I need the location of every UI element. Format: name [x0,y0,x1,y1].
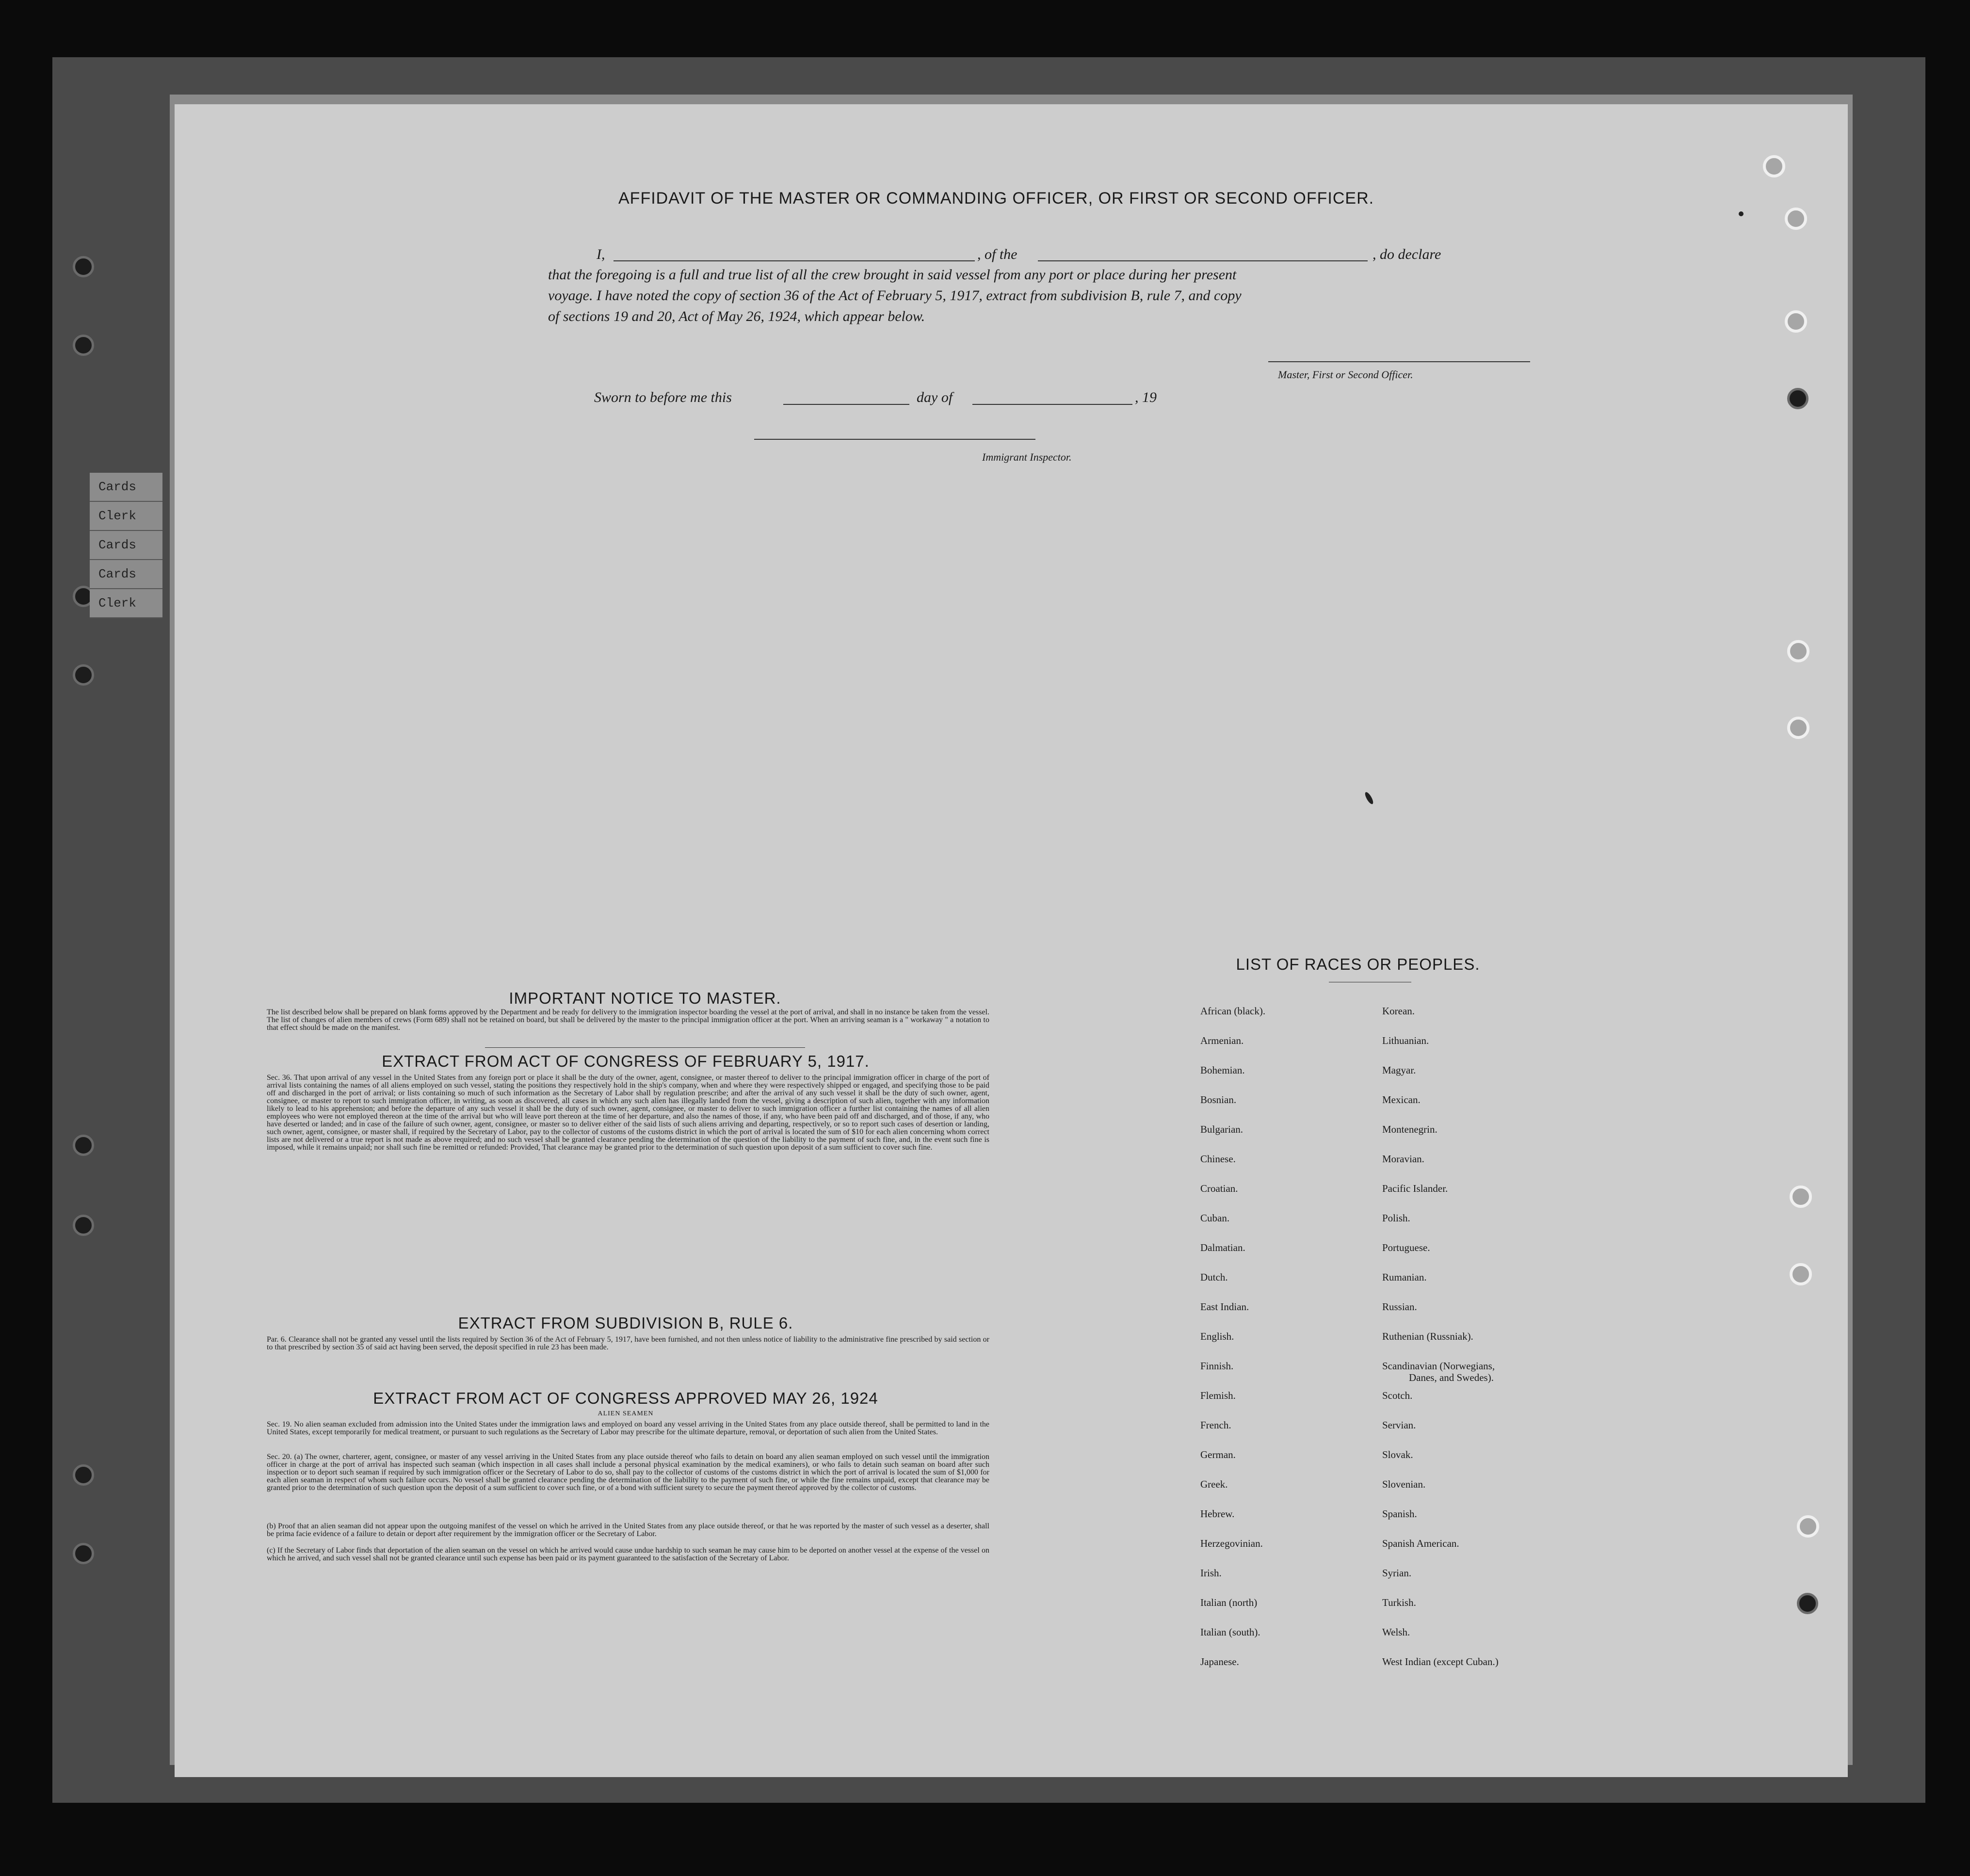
month-blank-line [972,404,1132,405]
race-item: Dutch. [1200,1271,1228,1283]
race-item: Pacific Islander. [1382,1183,1448,1194]
day-blank-line [783,404,909,405]
races-left-column [1200,1005,1265,1685]
tab-label: Cards [90,473,162,502]
race-item: Italian (south). [1200,1626,1260,1638]
race-item-continuation: Danes, and Swedes). [1409,1372,1494,1383]
race-item: Ruthenian (Russniak). [1382,1331,1473,1342]
race-item: Irish. [1200,1567,1222,1579]
race-item: Slovenian. [1382,1478,1426,1490]
race-item: Italian (north) [1200,1597,1258,1608]
race-item: Finnish. [1200,1360,1234,1372]
race-item: Hebrew. [1200,1508,1235,1520]
extract-1924-subtitle: ALIEN SEAMEN [597,1410,654,1417]
race-item: Scotch. [1382,1390,1413,1401]
sec20a-text: Sec. 20. (a) The owner, charterer, agent, consignee, or master of any vessel arriving in the United States from any place outside thereof who fails to detain on board any alien seaman employed on such vessel until the immigration officer in charge at the port of arrival has inspected such seaman (which inspection in all cases shall include a personal physical examination by the medical examiners), or who fails to detain such seaman on board after such inspection or to deport such seaman if required by such immigration officer or the Secretary of Labor to do so, shall pay to the collector of customs of the customs district in which the port of arrival is located the sum of $1,000 for each alien seaman in respect of whom such failure occurs. No vessel shall be granted clearance pending the determination of the liability to the payment of such fine, or while the fine remains unpaid, except that clearance may be granted prior to the determination of such question upon the deposit of a sum sufficient to cover such fine, or of a bond with sufficient surety to secure the payment thereof approved by the collector of customs. [267,1453,989,1492]
affidavit-body-line: of sections 19 and 20, Act of May 26, 1924, which appear below. [548,308,925,324]
affidavit-declare-label: , do declare [1373,246,1441,262]
binder-hole-icon [1797,1593,1818,1614]
race-item: Servian. [1382,1419,1416,1431]
affidavit-of-the-label: , of the [977,246,1017,262]
extract-1917-text: Sec. 36. That upon arrival of any vessel in the United States from any foreign port or place it shall be the duty of the owner, agent, consignee, or master thereof to deliver to the principal immigration officer in charge of the port of arrival lists containing the names of all aliens employed on such vessel, stating the positions they respectively hold in the ship's company, when and where they were respectively shipped or engaged, and specifying those to be paid off and discharged in the port of arrival; or lists containing so much of such information as the Secretary of Labor shall by regulation prescribe; and after the arrival of any such vessel it shall be the duty of such owner, agent, consignee, or master to report to such immigration officer, in writing, as soon as discovered, all cases in which any such alien has illegally landed from the vessel, giving a description of such alien, together with any information likely to lead to his apprehension; and before the departure of any such vessel it shall be the duty of such owner, agent, consignee, or master to deliver to such immigration officer a further list containing the names of all alien employees who were not employed thereon at the time of the arrival but who will leave port thereon at the time of her departure, and also the names of those, if any, who have been paid off and discharged, and of those, if any, who have deserted or landed; and in case of the failure of such owner, agent, consignee, or master so to deliver either of the said lists of such aliens arriving and departing, respectively, or so to report such cases of desertion or landing, such owner, agent, consignee, or master shall, if required by the Secretary of Labor, pay to the collector of customs of the customs district in which the port of arrival is located the sum of $10 for each alien concerning whom correct lists are not delivered or a true report is not made as above required; and no such vessel shall be granted clearance pending the determination of the question of the liability to the payment of such fine, and, in the event such fine is imposed, while it remains unpaid; nor shall such fine be remitted or refunded: Provided, That clearance may be granted prior to the determination of such question upon deposit of a sum sufficient to cover such fine. [267,1074,989,1152]
inspector-signature-line [754,439,1035,440]
extract-1917-title: EXTRACT FROM ACT OF CONGRESS OF FEBRUARY 5, 1917. [382,1052,870,1070]
race-item: African (black). [1200,1005,1266,1017]
tab-label: Cards [90,560,162,589]
race-item: Moravian. [1382,1153,1424,1165]
race-item: Montenegrin. [1382,1123,1437,1135]
binder-hole-icon [73,1543,94,1564]
binder-hole-icon [73,256,94,277]
race-item: Armenian. [1200,1035,1244,1046]
race-item: Welsh. [1382,1626,1410,1638]
binder-hole-icon [1787,640,1809,662]
tab-label: Clerk [90,589,162,618]
binder-hole-icon [73,335,94,356]
race-item: German. [1200,1449,1236,1460]
affidavit-title: AFFIDAVIT OF THE MASTER OR COMMANDING OFFICER, OR FIRST OR SECOND OFFICER. [618,189,1374,208]
race-item: Chinese. [1200,1153,1236,1165]
race-item: Spanish. [1382,1508,1417,1520]
race-item: West Indian (except Cuban.) [1382,1656,1499,1668]
race-item: East Indian. [1200,1301,1249,1313]
races-title: LIST OF RACES OR PEOPLES. [1236,955,1480,973]
tab-label: Clerk [90,502,162,531]
tab-label: Cards [90,531,162,560]
extract-rule6-text: Par. 6. Clearance shall not be granted any vessel until the lists required by Section 36 of the Act of February 5, 1917, have been furnished, and not then unless notice of liability to the administrative fine prescribed by said section or to that prescribed by section 35 of said act having been served, the deposit specified in rule 23 has been made. [267,1335,989,1351]
binder-hole-icon [1785,310,1807,333]
race-item [1382,1360,1499,1390]
sec19-text: Sec. 19. No alien seaman excluded from admission into the United States under the immigration laws and employed on board any vessel arriving in the United States from any place outside thereof, shall be permitted to land in the United States, except temporarily for medical treatment, or pursuant to such regulations as the Secretary of Labor may prescribe for the ultimate departure, removal, or deportation of such alien from the United States. [267,1420,989,1436]
extract-rule6-title: EXTRACT FROM SUBDIVISION B, RULE 6. [458,1314,793,1332]
signature-line [1268,361,1530,362]
race-item: Greek. [1200,1478,1228,1490]
affidavit-i-label: I, [597,246,605,262]
race-item: Spanish American. [1382,1538,1459,1549]
binder-hole-icon [1790,1186,1812,1208]
day-of-label: day of [917,389,953,405]
index-card-tab [90,473,162,618]
race-item: Bulgarian. [1200,1123,1243,1135]
binder-hole-icon [1790,1263,1812,1285]
race-item: Magyar. [1382,1064,1416,1076]
affidavit-sheet [175,104,1848,1777]
race-item: Cuban. [1200,1212,1230,1224]
binder-hole-icon [1787,388,1809,409]
race-item: Japanese. [1200,1656,1239,1668]
extract-1924-title: EXTRACT FROM ACT OF CONGRESS APPROVED MAY 26, 1924 [373,1389,878,1407]
race-item: Turkish. [1382,1597,1416,1608]
vessel-blank-line [1038,260,1368,261]
binder-hole-icon [73,1135,94,1156]
inspector-caption: Immigrant Inspector. [982,451,1072,463]
ink-mark [1739,211,1744,216]
binder-hole-icon [73,1464,94,1486]
binder-hole-icon [1763,155,1785,177]
races-right-column [1382,1005,1499,1685]
race-item: French. [1200,1419,1231,1431]
race-item: Bohemian. [1200,1064,1245,1076]
binder-hole-icon [1787,717,1809,739]
section-divider [485,1047,805,1048]
race-item: Rumanian. [1382,1271,1427,1283]
race-item: Russian. [1382,1301,1417,1313]
affidavit-body-line: voyage. I have noted the copy of section 36 of the Act of February 5, 1917, extract from subdivision B, rule 7, and copy [548,288,1242,304]
race-item: Dalmatian. [1200,1242,1245,1253]
year-label: , 19 [1135,389,1157,405]
binder-hole-icon [1785,208,1807,230]
race-item-text: Scandinavian (Norwegians, [1382,1360,1495,1372]
binder-hole-icon [73,1215,94,1236]
name-blank-line [614,260,975,261]
race-item: Korean. [1382,1005,1415,1017]
sec20c-text: (c) If the Secretary of Labor finds that deportation of the alien seaman on the vessel on which he arrived would cause undue hardship to such seaman he may cause him to be deported on another vessel at the expense of the vessel on which he arrived, and such vessel shall not be granted clearance until such expense has been paid or its payment guaranteed to the satisfaction of the Secretary of Labor. [267,1546,989,1562]
binder-hole-icon [73,664,94,686]
binder-hole-icon [1797,1515,1819,1538]
race-item: Portuguese. [1382,1242,1430,1253]
race-item: Flemish. [1200,1390,1236,1401]
race-item: Croatian. [1200,1183,1238,1194]
race-item: Polish. [1382,1212,1410,1224]
race-item: Bosnian. [1200,1094,1237,1106]
race-item: Slovak. [1382,1449,1413,1460]
notice-title: IMPORTANT NOTICE TO MASTER. [509,989,781,1007]
race-item: English. [1200,1331,1234,1342]
sec20b-text: (b) Proof that an alien seaman did not appear upon the outgoing manifest of the vessel on which he arrived in the United States from any place outside thereof, or that he was reported by the master of such vessel as a deserter, shall be prima facie evidence of a failure to detain or deport after requirement by the immigration officer or the Secretary of Labor. [267,1522,989,1538]
signature-caption: Master, First or Second Officer. [1278,369,1413,381]
race-item: Herzegovinian. [1200,1538,1263,1549]
notice-text: The list described below shall be prepared on blank forms approved by the Department and be ready for delivery to the immigration inspector boarding the vessel at the port of arrival, and shall in no instance be taken from the vessel. The list of changes of alien members of crews (Form 689) shall not be retained on board, but shall be delivered by the master to the principal immigration officer at the port. When an arriving seaman is a " workaway " a notation to that effect should be made on the manifest. [267,1008,989,1032]
sworn-label: Sworn to before me this [594,389,732,405]
race-item: Lithuanian. [1382,1035,1429,1046]
affidavit-body-line: that the foregoing is a full and true list of all the crew brought in said vessel from any port or place during her present [548,267,1237,283]
race-item: Syrian. [1382,1567,1412,1579]
race-item: Mexican. [1382,1094,1421,1106]
